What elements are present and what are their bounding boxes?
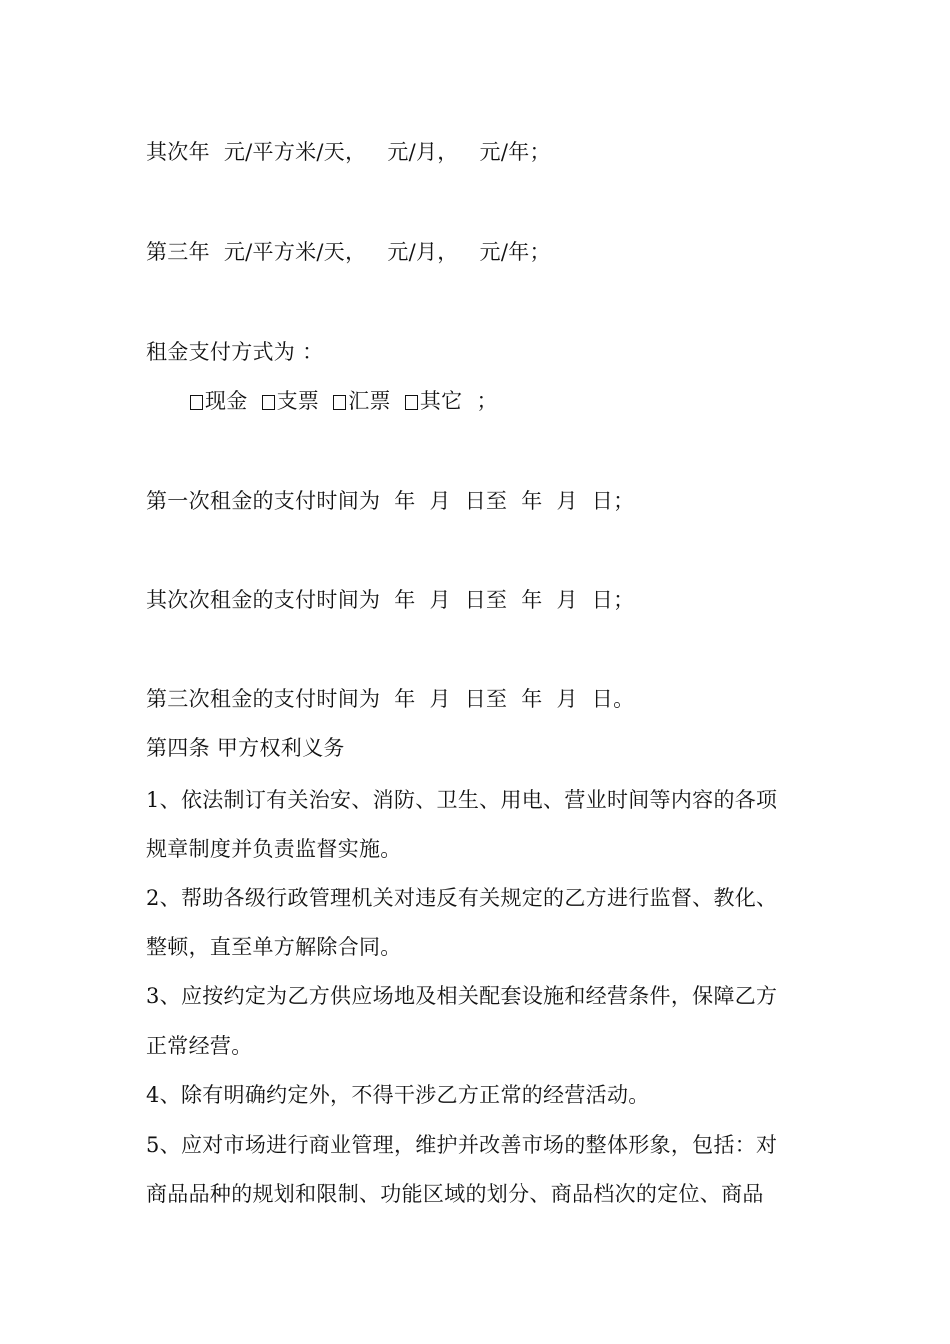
checkbox-icon[interactable] [333, 395, 346, 410]
payment-option-other[interactable] [405, 389, 463, 413]
rent-line-year3: 第三年 元/平方米/天， 元/月， 元/年； [146, 240, 551, 264]
article4-item2-line2: 整顿，直至单方解除合同。 [146, 935, 402, 959]
payment-method-label: 租金支付方式为 ： [146, 340, 324, 364]
checkbox-icon[interactable] [262, 395, 275, 410]
checkbox-icon[interactable] [405, 395, 418, 410]
payment-option-label: 其它 [419, 389, 463, 413]
payment-option-label: 支票 [276, 389, 320, 413]
payment-time-second: 其次次租金的支付时间为 年 月 日至 年 月 日； [146, 588, 635, 612]
article4-item2-line1: 2、帮助各级行政管理机关对违反有关规定的乙方进行监督、教化、 [146, 886, 778, 910]
payment-options-end: ； [476, 389, 498, 413]
payment-option-label: 汇票 [348, 389, 391, 413]
payment-options-row [190, 387, 860, 415]
payment-option-draft[interactable] [333, 389, 391, 413]
article4-item3-line1: 3、应按约定为乙方供应场地及相关配套设施和经营条件，保障乙方 [146, 984, 778, 1008]
payment-time-third: 第三次租金的支付时间为 年 月 日至 年 月 日。 [146, 687, 635, 711]
article4-heading: 第四条 甲方权利义务 [146, 736, 345, 760]
article4-item5-line2: 商品品种的规划和限制、功能区域的划分、商品档次的定位、商品 [146, 1182, 764, 1206]
payment-option-cheque[interactable] [262, 389, 320, 413]
article4-item3-line2: 正常经营。 [146, 1034, 253, 1058]
checkbox-icon[interactable] [190, 395, 203, 410]
payment-option-cash[interactable] [190, 389, 248, 413]
article4-item4-line1: 4、除有明确约定外，不得干涉乙方正常的经营活动。 [146, 1083, 650, 1107]
payment-option-label: 现金 [205, 389, 248, 413]
rent-line-year2: 其次年 元/平方米/天， 元/月， 元/年； [146, 140, 551, 164]
article4-item1-line1: 1、依法制订有关治安、消防、卫生、用电、营业时间等内容的各项 [146, 788, 778, 812]
article4-item5-line1: 5、应对市场进行商业管理，维护并改善市场的整体形象，包括：对 [146, 1133, 778, 1157]
payment-time-first: 第一次租金的支付时间为 年 月 日至 年 月 日； [146, 489, 635, 513]
article4-item1-line2: 规章制度并负责监督实施。 [146, 837, 402, 861]
